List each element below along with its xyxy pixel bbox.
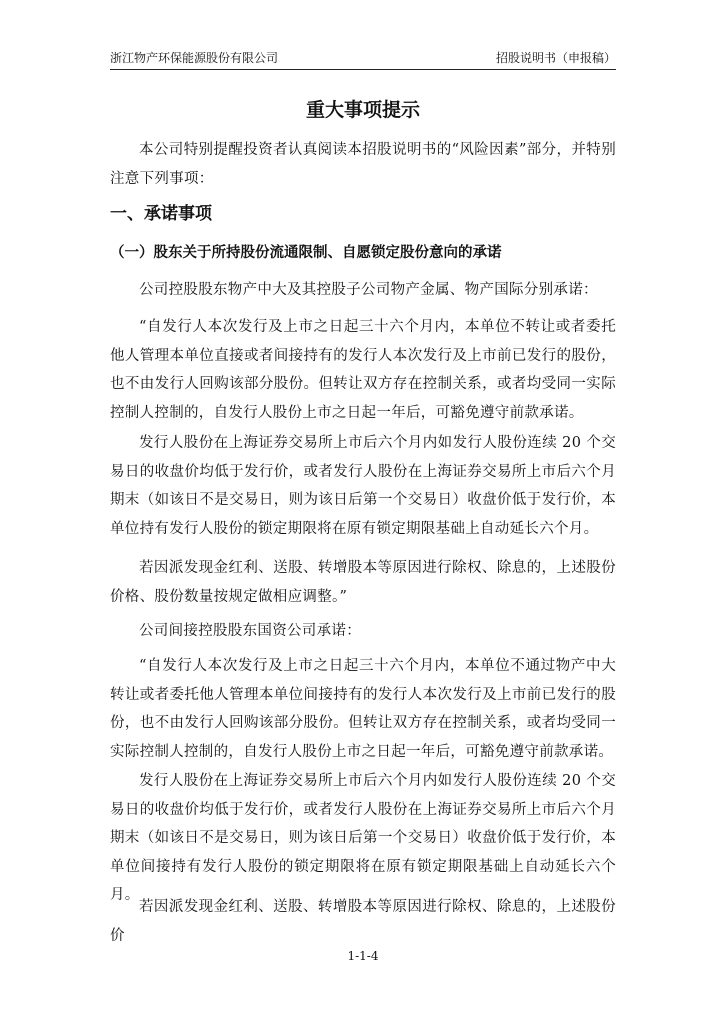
header-company: 浙江物产环保能源股份有限公司 [110,51,279,65]
header-divider [110,69,616,70]
subsection-heading: （一）股东关于所持股份流通限制、自愿锁定股份意向的承诺 [110,245,502,261]
paragraph-2: “自发行人本次发行及上市之日起三十六个月内，本单位不转让或者委托他人管理本单位直接或者间接持有的发行人本次发行及上市前已发行的股份，也不由发行人回购该部分股份。但转让双方存在控制关系，或者均受同一实际控制人控制的，自发行人股份上市之日起一年后，可豁免遵守前款承诺。 [110,319,616,421]
paragraph-6: “自发行人本次发行及上市之日起三十六个月内，本单位不通过物产中大转让或者委托他人管理本单位间接持有的发行人本次发行及上市前已发行的股份，也不由发行人回购该部分股份。但转让双方存在控制关系，或者均受同一实际控制人控制的，自发行人股份上市之日起一年后，可豁免遵守前款承诺。 [110,658,616,760]
paragraph-3: 发行人股份在上海证券交易所上市后六个月内如发行人股份连续 20 个交易日的收盘价均低于发行价，或者发行人股份在上海证券交易所上市后六个月期末（如该日不是交易日，则为该日后第一个交易日）收盘价低于发行价，本单位持有发行人股份的锁定期限将在原有锁定期限基础上自动延长六个月。 [110,435,616,537]
paragraph-5: 公司间接控股股东国资公司承诺： [139,623,361,639]
page-number: 1-1-4 [347,949,379,963]
paragraph-4: 若因派发现金红利、送股、转增股本等原因进行除权、除息的，上述股份价格、股份数量按规定做相应调整。” [110,560,616,605]
header-doc-type: 招股说明书（申报稿） [495,51,616,65]
paragraph-8: 若因派发现金红利、送股、转增股本等原因进行除权、除息的，上述股份价 [110,899,616,944]
page-title: 重大事项提示 [305,99,420,121]
paragraph-1: 公司控股股东物产中大及其控股子公司物产金属、物产国际分别承诺： [139,282,598,298]
paragraph-7: 发行人股份在上海证券交易所上市后六个月内如发行人股份连续 20 个交易日的收盘价均低于发行价，或者发行人股份在上海证券交易所上市后六个月期末（如该日不是交易日，则为该日后第一个交易日）收盘价低于发行价，本单位间接持有发行人股份的锁定期限将在原有锁定期限基础上自动延长六个月。 [110,773,616,903]
section-heading: 一、承诺事项 [110,204,212,224]
intro-paragraph: 本公司特别提醒投资者认真阅读本招股说明书的“风险因素”部分，并特别注意下列事项： [110,142,616,187]
